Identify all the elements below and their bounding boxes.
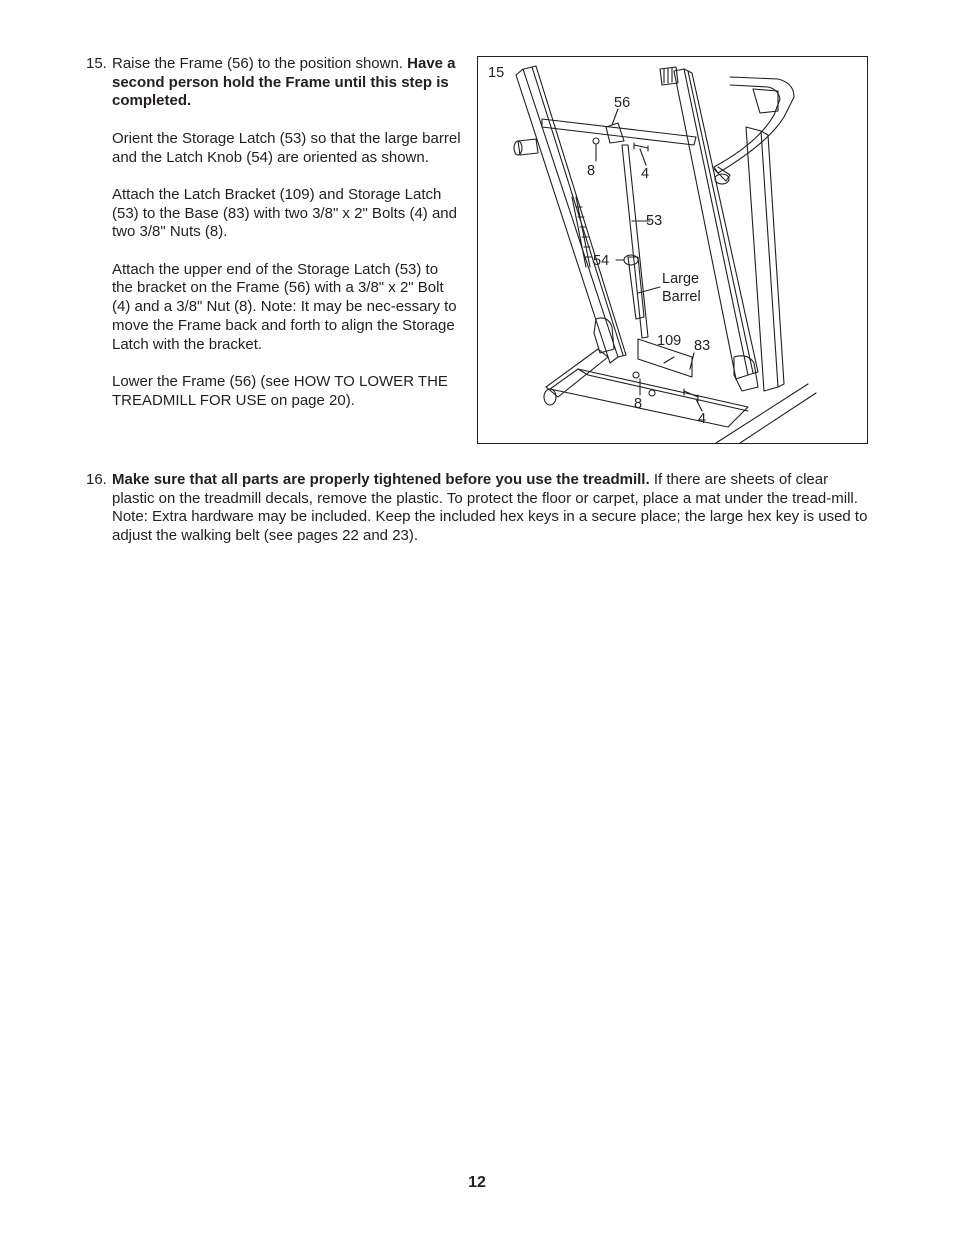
bolt-top [634,143,648,151]
callout-knob: 54 [593,253,610,269]
instruction-text: Raise the Frame (56) to the position shown. [112,55,403,72]
instruction-text: If there are sheets of clear plastic on the treadmill decals, remove the plastic. To protect the floor or carpet, place a mat under the tread-mill. Note: Extra hardware may be included. Keep the included hex keys in a secure place; the large hex key is used to adjust the walking belt (see pages 22 and 23). [112,471,868,545]
step-number: 16. [86,471,107,488]
leader-line [640,149,646,165]
cross-bar [542,119,696,145]
step-body [112,471,872,546]
step-paragraph-2: Orient the Storage Latch (53) so that the large barrel and the Latch Knob (54) are oriented as shown. [112,129,461,166]
page-number: 12 [468,1174,486,1191]
frame-rail-right [674,69,748,379]
treadmill-drawing [478,57,869,445]
callout-nut-bottom: 8 [634,396,643,412]
callout-nut-top: 8 [587,163,596,179]
step-paragraph-1 [112,55,462,111]
floor-line [740,393,816,443]
step-number: 15. [86,55,107,72]
callout-barrel-1: Large [662,271,700,287]
warning-text: Have a second person hold the Frame until this step is completed. [112,55,456,110]
assembly-figure [477,56,868,444]
callout-bracket: 109 [657,333,682,349]
step-paragraph [112,471,872,546]
warning-text: Make sure that all parts are properly tightened before you use the treadmill. [112,471,650,488]
base [550,369,748,427]
callout-frame: 56 [614,95,631,111]
leader-line [664,357,674,363]
leader-line [612,109,618,125]
callout-barrel-2: Barrel [662,289,701,305]
step-paragraph-4: Attach the upper end of the Storage Latch (53) to the bracket on the Frame (56) with a 3/8" x 2" Bolt (4) and a 3/8" Nut (8). Note: It may be nec-essary to move the Frame back and forth to align the Storage Latch with the bracket. [112,260,457,353]
callout-base: 83 [694,338,711,354]
step-paragraph-5: Lower the Frame (56) (see HOW TO LOWER THE TREADMILL FOR USE on page 20). [112,372,448,409]
upright-post [746,127,778,391]
floor-line [716,384,808,443]
step-paragraph-3: Attach the Latch Bracket (109) and Storage Latch (53) to the Base (83) with two 3/8" x 2" Bolts (4) and two 3/8" Nuts (8). [112,185,457,241]
frame-rail-left [516,69,618,363]
step-body [112,55,462,410]
callout-bolt-top: 4 [641,166,650,182]
callout-latch: 53 [646,213,663,229]
figure-number: 15 [488,65,505,81]
callout-bolt-bottom: 4 [698,411,707,427]
